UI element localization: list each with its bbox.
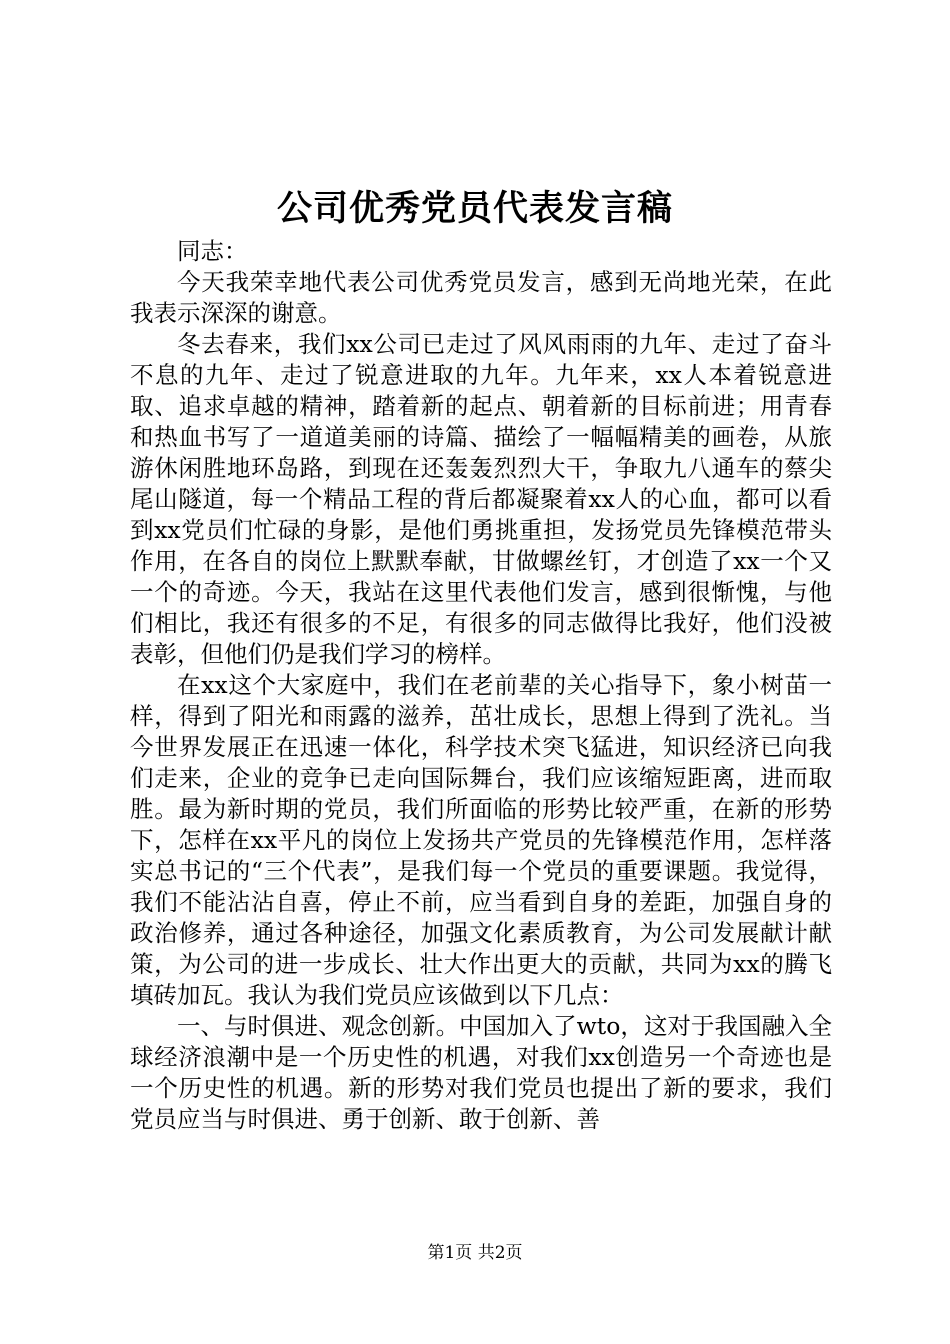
body-paragraph: 一、与时俱进、观念创新。中国加入了wto，这对于我国融入全球经济浪潮中是一个历史性的机遇，对我们xx创造另一个奇迹也是一个历史性的机遇。新的形势对我们党员也提出了新的要求，我们党员应当与时俱进、勇于创新、敢于创新、善 (130, 1012, 832, 1133)
page-number-footer: 第1页 共2页 (427, 1243, 523, 1263)
document-body (130, 236, 832, 1135)
body-paragraph: 在xx这个大家庭中，我们在老前辈的关心指导下，象小树苗一样，得到了阳光和雨露的滋养，茁壮成长，思想上得到了洗礼。当今世界发展正在迅速一体化，科学技术突飞猛进，知识经济已向我们走来，企业的竞争已走向国际舞台，我们应该缩短距离，进而取胜。最为新时期的党员，我们所面临的形势比较严重，在新的形势下，怎样在xx平凡的岗位上发扬共产党员的先锋模范作用，怎样落实总书记的“三个代表”，是我们每一个党员的重要课题。我觉得，我们不能沾沾自喜，停止不前，应当看到自身的差距，加强自身的政治修养，通过各种途径，加强文化素质教育，为公司发展献计献策，为公司的进一步成长、壮大作出更大的贡献，共同为xx的腾飞填砖加瓦。我认为我们党员应该做到以下几点： (130, 671, 832, 1009)
document-title: 公司优秀党员代表发言稿 (276, 188, 673, 229)
salutation-paragraph: 同志： (177, 237, 248, 265)
body-paragraph: 冬去春来，我们xx公司已走过了风风雨雨的九年、走过了奋斗不息的九年、走过了锐意进取的九年。九年来，xx人本着锐意进取、追求卓越的精神，踏着新的起点、朝着新的目标前进；用青春和热血书写了一道道美丽的诗篇、描绘了一幅幅精美的画卷，从旅游休闲胜地环岛路，到现在还轰轰烈烈大干，争取九八通车的蔡尖尾山隧道，每一个精品工程的背后都凝聚着xx人的心血，都可以看到xx党员们忙碌的身影，是他们勇挑重担，发扬党员先锋模范带头作用，在各自的岗位上默默奉献，甘做螺丝钉，才创造了xx一个又一个的奇迹。今天，我站在这里代表他们发言，感到很惭愧，与他们相比，我还有很多的不足，有很多的同志做得比我好，他们没被表彰，但他们仍是我们学习的榜样。 (130, 330, 832, 668)
body-paragraph: 今天我荣幸地代表公司优秀党员发言，感到无尚地光荣，在此我表示深深的谢意。 (130, 268, 832, 327)
